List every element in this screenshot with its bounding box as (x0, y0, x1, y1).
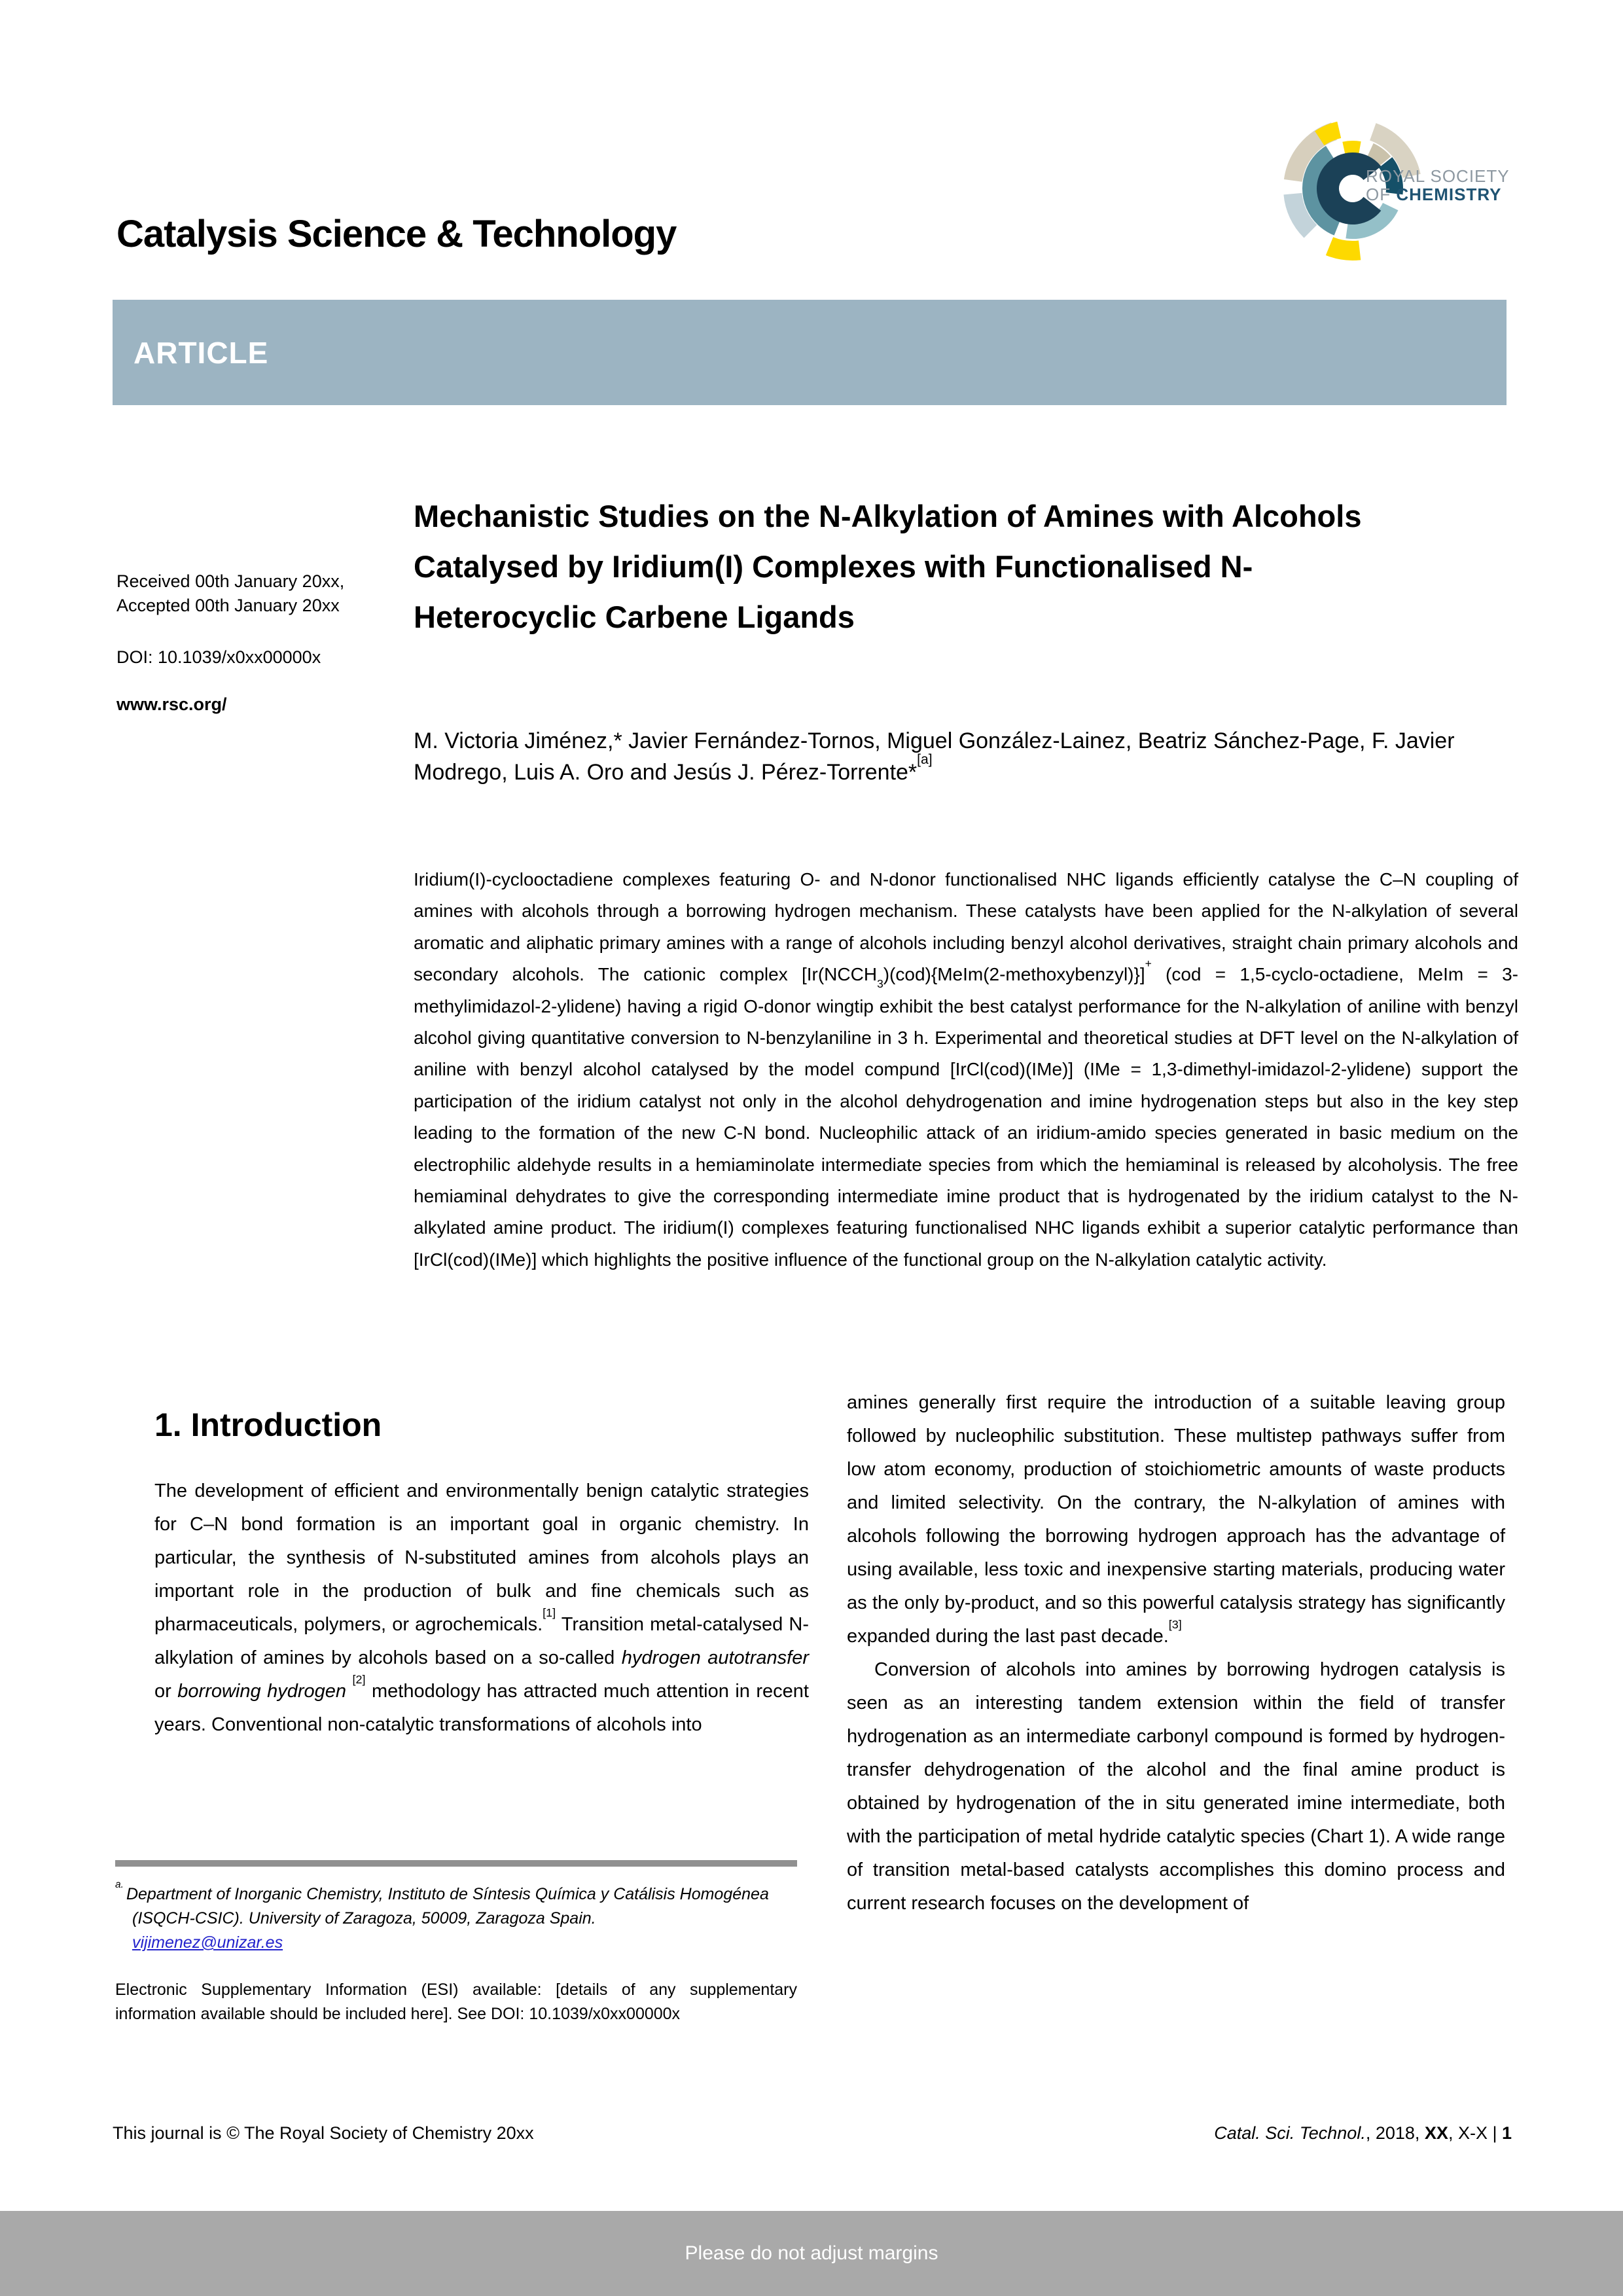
journal-title: Catalysis Science & Technology (116, 213, 677, 255)
affiliation-footnote (115, 1879, 797, 1955)
article-type-label: ARTICLE (134, 335, 269, 370)
abstract (414, 864, 1518, 1276)
footer-text: , 2018, (1365, 2123, 1425, 2143)
intro-paragraph-right-2: Conversion of alcohols into amines by borrowing hydrogen catalysis is seen as an interesting tandem extension within the field of transfer hydrogenation as an intermediate carbonyl compound is formed by hydrogen-transfer dehydrogenation of the alcohol and the final amine product is obtained by hydrogenation of the in situ generated imine intermediate, both with the participation of metal hydride catalytic species (Chart 1). A wide range of transition metal-based catalysts accomplishes this domino process and current research focuses on the development of (847, 1659, 1505, 1914)
abstract-text: (cod = 1,5-cyclo-octadiene, MeIm = 3-methylimidazol-2-ylidene) having a rigid O-donor wingtip exhibit the best catalyst performance for the N-alkylation of aniline with benzyl alcohol giving quantitative conversion to N-benzylaniline in 3 h. Experimental and theoretical studies at DFT level on the N-alkylation of aniline with benzyl alcohol catalysed by the model compund [IrCl(cod)(IMe)] (IMe = 1,3-dimethyl-imidazol-2-ylidene) support the participation of the iridium catalyst not only in the alcohol dehydrogenation and imine hydrogenation steps but also in the key step leading to the formation of the new C-N bond. Nucleophilic attack of an iridium-amido species generated in basic medium on the electrophilic aldehyde results in a hemiaminolate intermediate species from which the hemiaminal is released by alcoholysis. The free hemiaminal dehydrates to give the corresponding intermediate imine product that is hydrogenated by the iridium catalyst to the N-alkylated amine product. The iridium(I) complexes featuring functionalised NHC ligands exhibit a superior catalytic performance than [IrCl(cod)(IMe)] which highlights the positive influence of the functional group on the N-alkylation catalytic activity. (414, 964, 1519, 1270)
italic-term: hydrogen autotransfer (621, 1647, 809, 1668)
intro-column-right (847, 1386, 1505, 1920)
body-text: The development of efficient and environmentally benign catalytic strategies for C–N bond formation is an important goal in organic chemistry. In particular, the synthesis of N-substituted amines from alcohols plays an important role in the production of bulk and fine chemicals such as pharmaceuticals, polymers, or agrochemicals. (154, 1480, 809, 1635)
paper-title-line: Heterocyclic Carbene Ligands (414, 600, 855, 634)
abstract-text: Iridium(I)-cyclooctadiene complexes featuring O- and N-donor functionalised NHC ligands efficiently catalyse the C–N coupling of amines with alcohols through a borrowing hydrogen mechanism. These catalysts have been applied for the N-alkylation of several aromatic and aliphatic primary amines with a range of alcohols including benzyl alcohol derivatives, straight chain primary alcohols and secondary alcohols. The cationic complex [Ir(NCCH (414, 869, 1518, 985)
footer-text: , X-X | (1448, 2123, 1502, 2143)
abstract-subscript: 3 (877, 977, 883, 991)
email-link[interactable]: vijimenez@unizar.es (132, 1933, 283, 1952)
article-type-banner (113, 300, 1507, 405)
intro-paragraph-right-1 (847, 1386, 1505, 1653)
received-date: Received 00th January 20xx, (116, 571, 345, 591)
received-accepted-dates (116, 569, 408, 618)
margin-warning-bar (0, 2211, 1623, 2296)
rsc-logo-icon (1260, 102, 1535, 279)
affiliation-marker: [a] (917, 752, 933, 768)
logo-text-line1: ROYAL SOCIETY (1366, 166, 1510, 186)
footer-citation (1214, 2123, 1512, 2144)
author-list (414, 725, 1520, 788)
italic-term: borrowing hydrogen (177, 1681, 347, 1702)
paper-title (414, 491, 1523, 642)
affiliation-text: Department of Inorganic Chemistry, Instituto de Síntesis Química y Catálisis Homogénea (ISQCH-CSIC). University of Zaragoza, 50009, Zaragoza Spain. (126, 1885, 769, 1928)
footer-copyright: This journal is © The Royal Society of Chemistry 20xx (113, 2123, 534, 2143)
body-text: amines generally first require the introduction of a suitable leaving group followed by nucleophilic substitution. These multistep pathways suffer from low atom economy, production of stoichiometric amounts of waste products and limited selectivity. On the contrary, the N-alkylation of amines with alcohols following the borrowing hydrogen approach has the advantage of using available, less toxic and inexpensive starting materials, producing water as the only by-product, and so this powerful catalysis strategy has significantly expanded during the last past decade. (847, 1392, 1505, 1647)
paper-title-line: Mechanistic Studies on the N-Alkylation of Amines with Alcohols (414, 499, 1362, 533)
reference-marker-3: [3] (1168, 1618, 1182, 1632)
author-names: M. Victoria Jiménez,* Javier Fernández-Tornos, Miguel González-Lainez, Beatriz Sánchez-Page, F. Javier Modrego, Luis A. Oro and Jesús J. Pérez-Torrente* (414, 728, 1455, 785)
footnote-divider (115, 1860, 797, 1867)
reference-marker-1: [1] (543, 1606, 556, 1620)
logo-text-line2 (1366, 185, 1502, 204)
footer-page-number: 1 (1501, 2123, 1512, 2143)
intro-paragraph-left (154, 1475, 809, 1742)
affiliation-footnote-marker: a. (115, 1879, 124, 1891)
section-heading-introduction: 1. Introduction (154, 1407, 382, 1443)
margin-warning-text: Please do not adjust margins (685, 2242, 938, 2264)
footer-volume: XX (1424, 2123, 1448, 2143)
page-footer (113, 2123, 1512, 2144)
doi: DOI: 10.1039/x0xx00000x (116, 647, 321, 667)
body-text: Transition metal-catalysed N-alkylation of amines by alcohols based on a so-called (154, 1614, 809, 1668)
abstract-superscript: + (1145, 957, 1152, 971)
accepted-date: Accepted 00th January 20xx (116, 596, 340, 615)
body-text (346, 1681, 353, 1702)
journal-url: www.rsc.org/ (116, 694, 227, 714)
body-text: methodology has attracted much attention in recent years. Conventional non-catalytic transformations of alcohols into (154, 1681, 809, 1735)
reference-marker-2: [2] (352, 1673, 366, 1687)
body-text: or (154, 1681, 178, 1702)
rsc-logo (1260, 102, 1535, 282)
intro-column-left (154, 1475, 809, 1742)
esi-note: Electronic Supplementary Information (ESI) available: [details of any supplementary information available should be included here]. See DOI: 10.1039/x0xx00000x (115, 1981, 797, 2023)
logo-text-of: OF (1366, 185, 1397, 204)
footer-journal-abbrev: Catal. Sci. Technol. (1214, 2123, 1366, 2143)
logo-text-chemistry: CHEMISTRY (1396, 185, 1502, 204)
abstract-text: )(cod){MeIm(2-methoxybenzyl)}] (883, 964, 1145, 985)
paper-title-line: Catalysed by Iridium(I) Complexes with Functionalised N- (414, 549, 1253, 584)
